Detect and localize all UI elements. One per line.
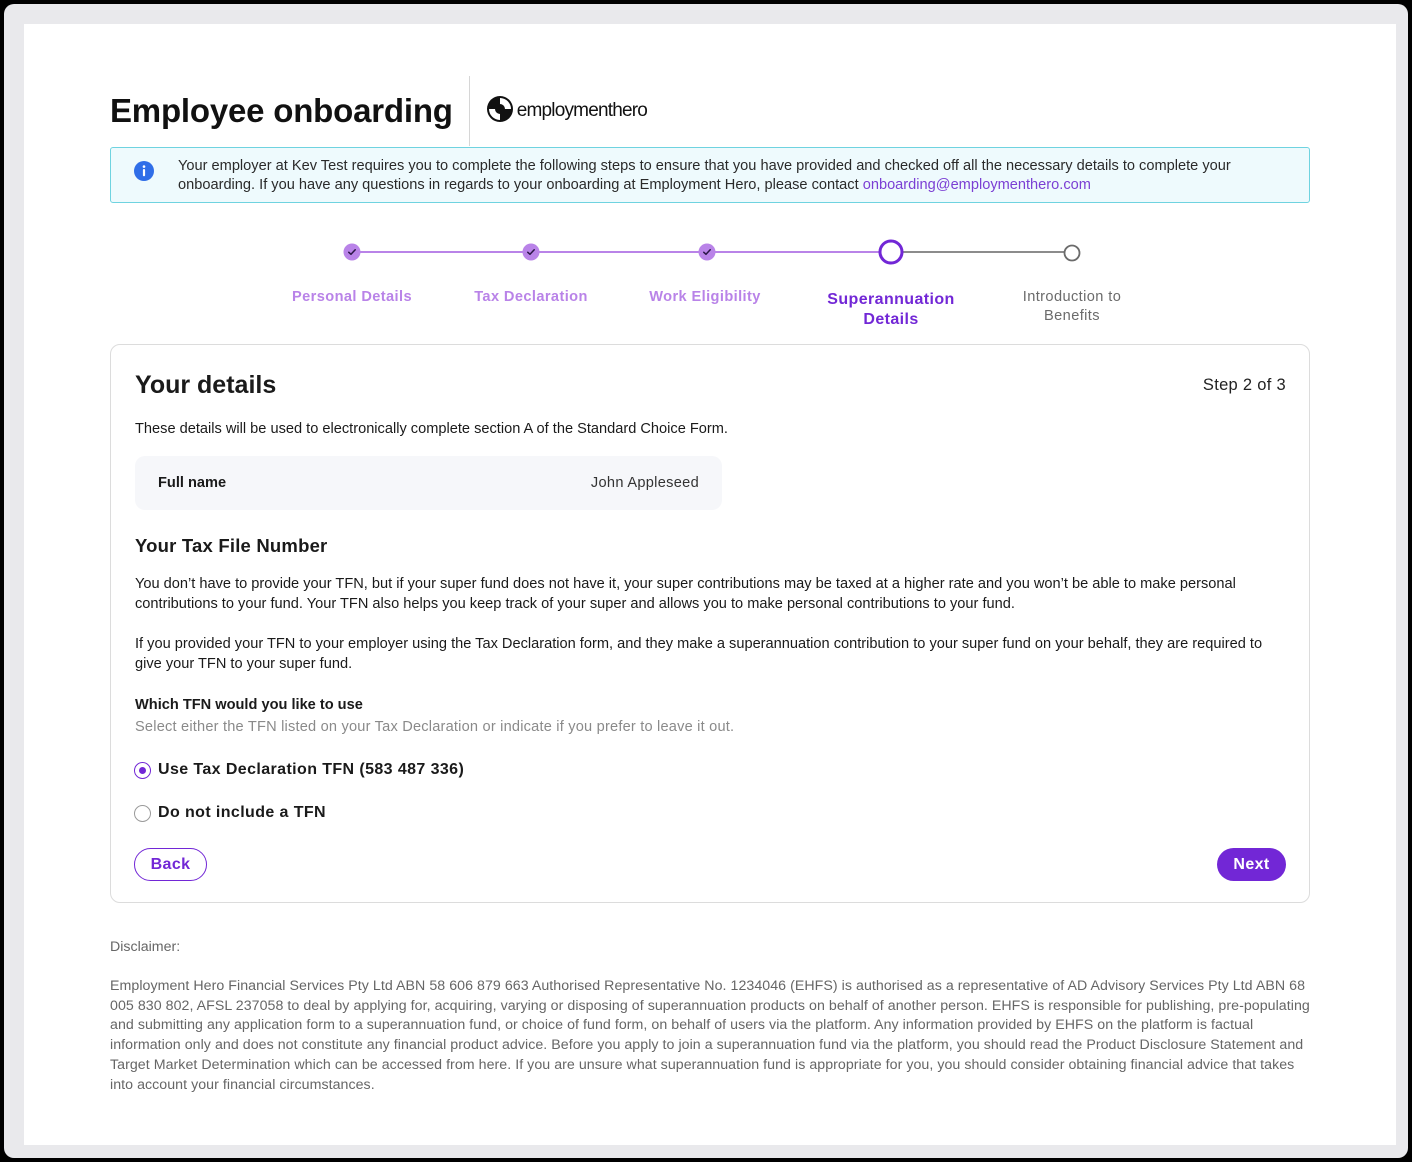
onboarding-page: [24, 24, 1396, 1145]
info-banner-text: Your employer at Kev Test requires you to complete the following steps to ensure that you have provided and checked off all the necessary details to complete your onboarding. If you have any questions in regards to your onboarding at Employment Hero, please contact: [178, 158, 1231, 193]
step-2-node: [522, 243, 540, 266]
tfn-paragraph-2: If you provided your TFN to your employer using the Tax Declaration form, and they make a superannuation contribution to your super fund on your behalf, they are required to give your TFN to your super fund.: [135, 636, 1263, 672]
radio-unselected-icon[interactable]: [134, 805, 151, 822]
contact-email-link[interactable]: onboarding@employmenthero.com: [862, 177, 1091, 193]
radio-use-tax-declaration-tfn[interactable]: [134, 761, 464, 779]
back-button[interactable]: Back: [134, 848, 207, 881]
step-1-node: [343, 243, 361, 266]
brand-logo: [486, 95, 647, 128]
radio-label-no-tfn[interactable]: Do not include a TFN: [158, 804, 326, 821]
header-divider: [469, 76, 470, 146]
radio-do-not-include-tfn[interactable]: [134, 804, 326, 822]
full-name-field: [135, 456, 722, 510]
radio-label-use-tfn[interactable]: Use Tax Declaration TFN (583 487 336): [158, 761, 465, 778]
progress-stepper: [24, 238, 1396, 328]
tfn-section-title: Your Tax File Number: [135, 535, 328, 556]
full-name-value: John Appleseed: [590, 475, 699, 491]
step-5-node: [1063, 244, 1081, 267]
page-title: Employee onboarding: [110, 92, 453, 129]
tfn-paragraph-1: You don’t have to provide your TFN, but if your super fund does not have it, your super contributions may be taxed at a higher rate and you won’t be able to make personal contributions to your fund. Your TFN also helps you keep track of your super and allows you to make personal contributions to your fund.: [135, 576, 1236, 612]
info-banner: [110, 147, 1310, 203]
brand-name: employmenthero: [516, 100, 648, 121]
card-description: These details will be used to electronically complete section A of the Standard Choice Form.: [135, 421, 728, 437]
next-button[interactable]: Next: [1217, 848, 1286, 881]
step-label-introduction-to-benefits: Introduction to Benefits: [1022, 289, 1122, 324]
step-4-node-current: [878, 239, 904, 270]
step-3-node: [698, 243, 716, 266]
window-frame: [4, 4, 1408, 1158]
step-label-work-eligibility: Work Eligibility: [649, 289, 761, 305]
step-label-superannuation-details: Superannuation Details: [827, 291, 955, 328]
step-indicator: Step 2 of 3: [1202, 376, 1286, 394]
stepper-line-todo: [892, 251, 1071, 253]
disclaimer-body: Employment Hero Financial Services Pty Ltd ABN 58 606 879 663 Authorised Representative No. 1234046 (EHFS) is authorised as a representative of AD Advisory Services Pty Ltd ABN 68 005 830 802, AFSL 237058 to deal by applying for, acquiring, varying or disposing of superannuation products on behalf of another person. EHFS is responsible for publishing, pre-populating and submitting any application form to a superannuation fund, or choice of fund form, on behalf of users via the platform. Any information provided by EHFS on the platform is factual information only and does not constitute any financial product advice. Before you apply to join a superannuation fund via the platform, you should read the Product Disclosure Statement and Target Market Determination which can be accessed from here. If you are unsure what superannuation fund is appropriate for you, you should consider obtaining financial advice that takes into account your financial circumstances.: [110, 978, 1310, 1093]
stepper-line-done: [353, 251, 892, 253]
disclaimer-title: Disclaimer:: [110, 939, 181, 955]
radio-selected-icon[interactable]: [134, 762, 151, 779]
full-name-label: Full name: [158, 475, 227, 491]
employment-hero-logo-icon: [486, 95, 514, 128]
details-card: [110, 344, 1310, 903]
step-label-personal-details: Personal Details: [292, 289, 412, 305]
page-header: [110, 76, 647, 146]
tfn-question-label: Which TFN would you like to use: [135, 697, 363, 713]
info-icon: [134, 161, 154, 187]
card-title: Your details: [135, 371, 277, 399]
step-label-tax-declaration: Tax Declaration: [474, 289, 588, 305]
tfn-question-help: Select either the TFN listed on your Tax Declaration or indicate if you prefer to leave it out.: [135, 719, 735, 735]
